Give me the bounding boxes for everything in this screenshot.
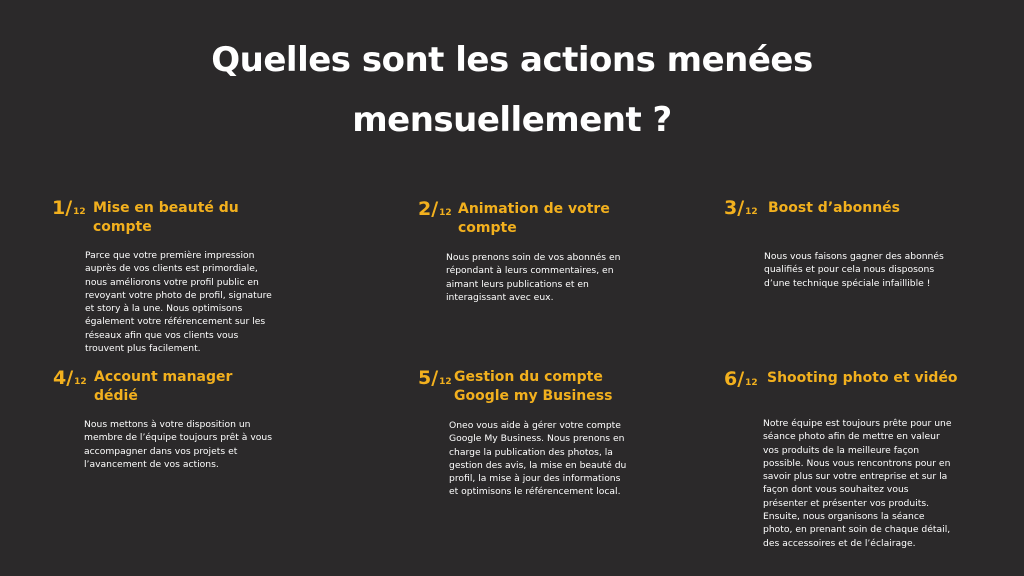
item-6-heading: Shooting photo et vidéo <box>767 370 958 386</box>
item-1-description: Parce que votre première impression auprès de vos clients est primordiale, nous améliorons votre profil public en revoyant votre photo de profil, signature et story à la une. Nous optimisons également votre référencement sur les réseaux afin que vos clients vous trouvent plus facilement. <box>85 250 272 355</box>
title-line-1: Quelles sont les actions menées <box>211 40 813 80</box>
item-1-number: 1/12 <box>52 197 86 219</box>
item-3-description: Nous vous faisons gagner des abonnés qualifiés et pour cela nous disposons d’une technique spéciale infaillible ! <box>764 251 944 289</box>
item-1-heading: Mise en beauté du compte <box>93 200 239 235</box>
item-4-description: Nous mettons à votre disposition un membre de l’équipe toujours prêt à vous accompagner dans vos projets et l’avancement de vos actions. <box>84 419 273 470</box>
page-title <box>0 30 1024 150</box>
title-line-2: mensuellement ? <box>352 100 672 140</box>
item-5-heading: Gestion du compte Google my Business <box>454 369 613 404</box>
item-5-description: Oneo vous aide à gérer votre compte Google My Business. Nous prenons en charge la publication des photos, la gestion des avis, la mise en beauté du profil, la mise à jour des informations et optimisons le référencement local. <box>449 420 627 498</box>
item-6-number: 6/12 <box>724 368 758 390</box>
item-4-number: 4/12 <box>53 367 87 389</box>
item-5-number: 5/12 <box>418 367 452 389</box>
item-6-description: Notre équipe est toujours prête pour une séance photo afin de mettre en valeur vos produits de la meilleure façon possible. Nous vous rencontrons pour en savoir plus sur votre entreprise et sur la façon dont vous souhaitez vous présenter et présenter vos produits. Ensuite, nous organisons la séance photo, en prenant soin de chaque détail, des accessoires et de l’éclairage. <box>763 418 952 549</box>
item-4-heading: Account manager dédié <box>94 369 233 404</box>
item-2-number: 2/12 <box>418 198 452 220</box>
item-2-description: Nous prenons soin de vos abonnés en répondant à leurs commentaires, en aimant leurs publications et en interagissant avec eux. <box>446 252 621 303</box>
item-3-heading: Boost d’abonnés <box>768 200 900 216</box>
item-2-heading: Animation de votre compte <box>458 201 610 236</box>
item-3-number: 3/12 <box>724 197 758 219</box>
